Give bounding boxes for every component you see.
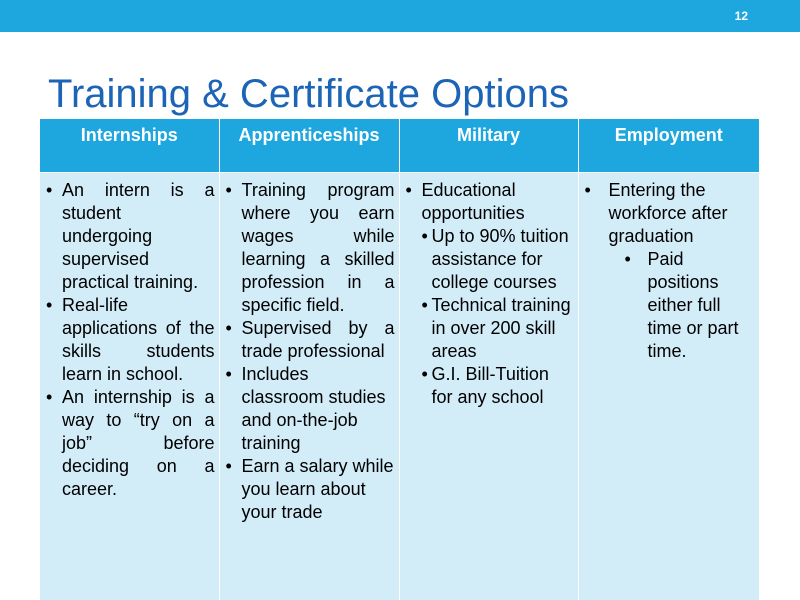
- header-internships: Internships: [40, 119, 219, 172]
- list-item: [403, 179, 574, 409]
- content-row: [40, 172, 759, 600]
- military-cell: [399, 172, 578, 600]
- list-item: • Up to 90% tuition assistance for college courses: [422, 225, 574, 294]
- header-apprenticeships: Apprenticeships: [219, 119, 399, 172]
- list-item: • An intern is a student undergoing supervised practical training.: [43, 179, 215, 294]
- employment-list: [582, 179, 756, 363]
- list-item: • Technical training in over 200 skill areas: [422, 294, 574, 363]
- military-main-text: • Educational opportunities: [421, 179, 525, 223]
- slide-number: 12: [734, 9, 748, 23]
- list-item: • An internship is a way to “try on a job” before deciding on a career.: [43, 386, 215, 501]
- employment-main-text: • Entering the workforce after graduation: [608, 179, 728, 246]
- internships-list: [43, 179, 215, 501]
- apprenticeships-cell: [219, 172, 399, 600]
- list-item: • Includes classroom studies and on-the-job training: [223, 363, 395, 455]
- military-list: [403, 179, 574, 409]
- header-row: [40, 119, 759, 172]
- list-item: [582, 179, 756, 363]
- slide-title: Training & Certificate Options: [48, 72, 569, 116]
- header-employment: Employment: [578, 119, 759, 172]
- list-item: • Training program where you earn wages while learning a skilled profession in a specific field.: [223, 179, 395, 317]
- military-sublist: [422, 225, 574, 409]
- list-item: • Supervised by a trade professional: [223, 317, 395, 363]
- list-item: • Earn a salary while you learn about your trade: [223, 455, 395, 524]
- apprenticeships-list: [223, 179, 395, 524]
- employment-cell: [578, 172, 759, 600]
- employment-sublist: [609, 248, 756, 363]
- list-item: • Paid positions either full time or part time.: [609, 248, 756, 363]
- options-table: [40, 119, 759, 600]
- top-banner: [0, 0, 800, 32]
- header-military: Military: [399, 119, 578, 172]
- list-item: • G.I. Bill-Tuition for any school: [422, 363, 574, 409]
- list-item: • Real-life applications of the skills students learn in school.: [43, 294, 215, 386]
- internships-cell: [40, 172, 219, 600]
